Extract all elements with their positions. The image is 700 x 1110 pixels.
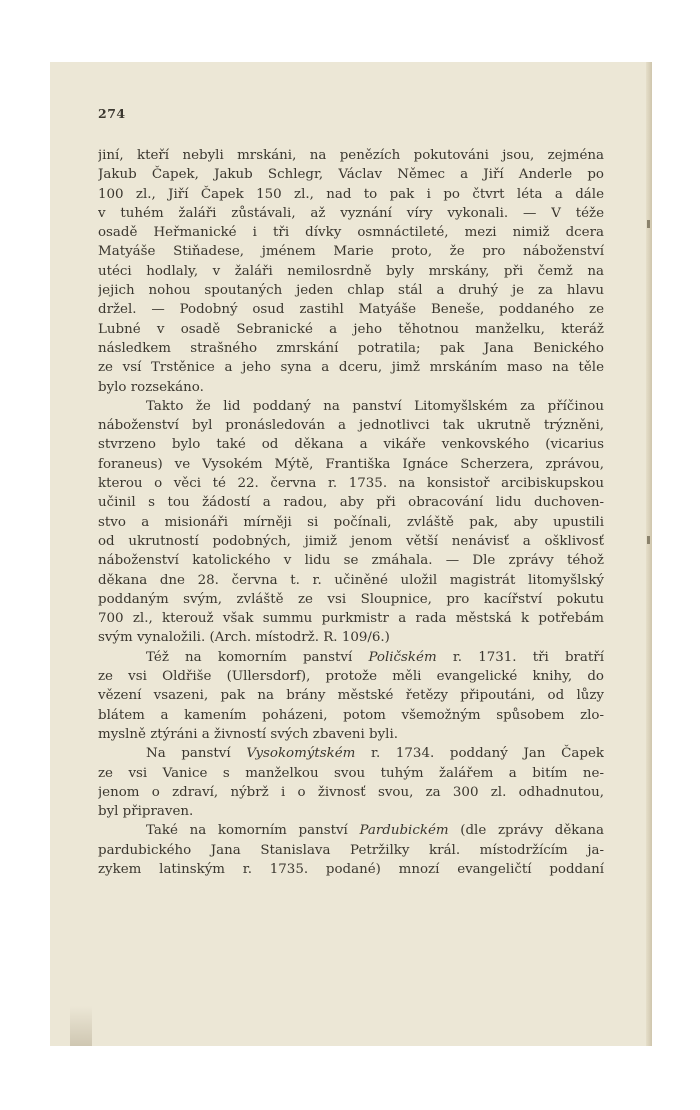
text-line: Takto že lid poddaný na panství Litomyšlském za příčinou <box>146 398 604 414</box>
margin-mark <box>647 220 650 228</box>
text-line: bylo rozsekáno. <box>98 379 204 395</box>
page-stain <box>70 1006 92 1046</box>
text-line: Na panství Vysokomýtském r. 1734. poddaný Jan Čapek <box>146 746 604 762</box>
text-line: jiní, kteří nebyli mrskáni, na penězích pokutováni jsou, zejména <box>98 148 604 163</box>
text-line: utéci hodlaly, v žaláři nemilosrdně byly mrskány, při čemž na <box>98 263 604 279</box>
paragraph <box>98 744 604 821</box>
page-edge-shadow <box>646 62 652 1046</box>
text-line: Lubné v osadě Sebranické a jeho těhotnou manželku, kteráž <box>98 321 604 337</box>
text-line: blátem a kamením poházeni, potom všemožným spůsobem zlo- <box>98 707 604 723</box>
text-line: byl připraven. <box>98 804 194 820</box>
text-line: vězení vsazeni, pak na brány městské řetězy připoutáni, od lůzy <box>98 688 604 704</box>
paragraph <box>98 648 604 744</box>
text-line: zykem latinským r. 1735. podané) mnozí evangeličtí poddaní <box>98 861 604 877</box>
page-number: 274 <box>98 106 126 121</box>
text-line: držel. — Podobný osud zastihl Matyáše Beneše, poddaného ze <box>98 302 604 318</box>
text-line: myslně ztýráni a živností svých zbaveni byli. <box>98 726 398 742</box>
paragraph <box>98 821 604 879</box>
text-line: ze vsi Vanice s manželkou svou tuhým žalářem a bitím ne- <box>98 765 604 781</box>
text-line: následkem strašného zmrskání potratila; pak Jana Benického <box>98 340 604 356</box>
text-line: poddaným svým, zvláště ze vsi Sloupnice, pro kacířství pokutu <box>98 591 604 607</box>
text-line: ze vsí Trstěnice a jeho syna a dceru, jimž mrskáním maso na těle <box>98 360 604 376</box>
margin-mark <box>647 536 650 544</box>
place-name-italic: Vysokomýtském <box>246 746 356 762</box>
body-text <box>98 146 604 879</box>
text-line: děkana dne 28. června t. r. učiněné uložil magistrát litomyšlský <box>98 572 604 588</box>
place-name-italic: Pardubickém <box>359 823 449 839</box>
text-line: pardubického Jana Stanislava Petržilky král. místodržícím ja- <box>98 842 604 858</box>
text-line: stvrzeno bylo také od děkana a vikáře venkovského (vicarius <box>98 437 604 453</box>
text-line: 700 zl., kterouž však summu purkmistr a rada městská k potřebám <box>98 611 604 627</box>
text-line: jejich nohou spoutaných jeden chlap stál a druhý je za hlavu <box>98 283 604 299</box>
text-line: jenom o zdraví, nýbrž i o živnosť svou, za 300 zl. odhadnutou, <box>98 784 604 800</box>
text-line: foraneus) ve Vysokém Mýtě, Františka Ignáce Scherzera, zprávou, <box>98 456 604 472</box>
text-line: učinil s tou žádostí a radou, aby při obracování lidu duchoven- <box>98 495 604 511</box>
text-line: osadě Heřmanické i tři dívky osmnáctileté, mezi nimiž dcera <box>98 225 604 241</box>
text-line: ze vsi Oldřiše (Ullersdorf), protože měli evangelické knihy, do <box>98 669 604 685</box>
text-line: od ukrutností podobných, jimiž jenom větší nenávisť a ošklivosť <box>98 533 604 549</box>
text-line: Také na komorním panství Pardubickém (dle zprávy děkana <box>146 823 604 839</box>
text-line: náboženství byl pronásledován a jednotlivci tak ukrutně trýzněni, <box>98 418 604 434</box>
paragraph <box>98 397 604 648</box>
place-name-italic: Poličském <box>368 649 437 665</box>
scanned-page <box>50 62 652 1046</box>
text-line: Též na komorním panství Poličském r. 1731. tři bratří <box>146 649 604 665</box>
text-line: stvo a misionáři mírněji si počínali, zvláště pak, aby upustili <box>98 514 604 530</box>
text-line: náboženství katolického v lidu se zmáhala. — Dle zprávy téhož <box>98 553 604 569</box>
paragraph <box>98 146 604 397</box>
text-line: 100 zl., Jiří Čapek 150 zl., nad to pak i po čtvrt léta a dále <box>98 186 604 202</box>
text-line: Jakub Čapek, Jakub Schlegr, Václav Němec a Jiří Anderle po <box>98 167 604 183</box>
text-line: svým vynaložili. (Arch. místodrž. R. 109/6.) <box>98 630 390 646</box>
text-line: v tuhém žaláři zůstávali, až vyznání víry vykonali. — V téže <box>98 205 604 221</box>
text-line: kterou o věci té 22. června r. 1735. na konsistoř arcibiskupskou <box>98 476 604 492</box>
text-line: Matyáše Stiňadese, jménem Marie proto, že pro náboženství <box>98 244 604 260</box>
